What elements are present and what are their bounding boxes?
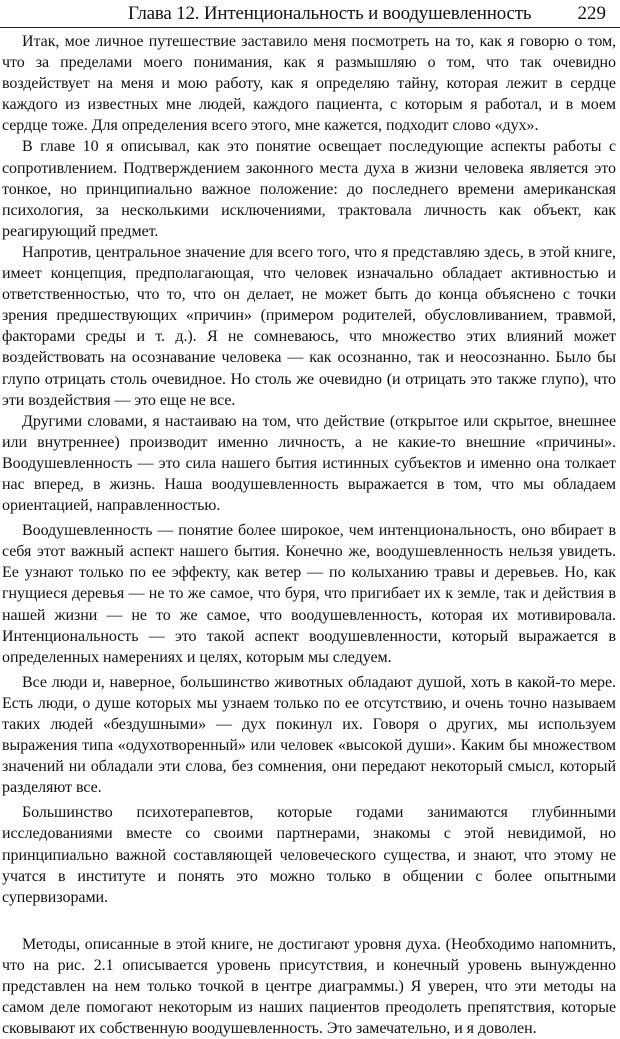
- paragraph-soul: Все люди и, наверное, большинство животных обладают душой, хоть в какой-то мере. Есть люди, о душе которых мы узнаем только по ее отсутствию, и очень точно называем таких людей «бездушными» — дух покинул их. Говоря о других, мы используем выражения типа «одухотворенный» или человек «высокой души». Каким бы множеством значений ни обладали эти слова, без сомнения, они передают некоторый смысл, который разделяют все.: [2, 673, 616, 797]
- running-header: [0, 2, 620, 28]
- page-number: 229: [577, 3, 606, 24]
- paragraph-resistance: В главе 10 я описывал, как это понятие освещает последующие аспекты работы с сопротивлением. Подтверждением законного места духа в жизни человека является это тонкое, но принципиально важное положение: до последнего времени американская психология, за несколькими исключениями, трактовала личность как объект, как реагирующий предмет.: [2, 138, 616, 240]
- paragraph-spirit: Воодушевленность — понятие более широкое, чем интенциональность, оно вбирает в себя этот важный аспект нашего бытия. Конечно же, воодушевленность нельзя увидеть. Ее узнают только по ее эффекту, как ветер — по колыханию травы и деревьев. Но, как гнущиеся деревья — не то же самое, что буря, что пригибает их к земле, так и действия в нашей жизни — не то же самое, что воодушевленность, которая их мотивировала. Интенциональность — это такой аспект воодушевленности, который выражается в определенных намерениях и целях, которым мы следуем.: [2, 522, 616, 666]
- paragraph-concept: Напротив, центральное значение для всего того, что я представляю здесь, в этой книге, имеет концепция, предполагающая, что человек изначально обладает активностью и ответственностью, что то, что он делает, не может быть до конца объяснено с точки зрения предшествующих «причин» (примером родителей, обусловливанием, травмой, факторами среды и т. д.). Я не сомневаюсь, что множество этих влияний может воздействовать на осознавание человека — как осознанно, так и неосознанно. Было бы глупо отрицать столь очевидное. Но столь же очевидно (и отрицать это также глупо), что эти воздействия — это еще не все.: [2, 243, 616, 409]
- paragraph-journey: Итак, мое личное путешествие заставило меня посмотреть на то, как я говорю о том, что за пределами моего понимания, как я размышляю о том, что так очевидно воздействует на меня и мою работу, как я определяю тайну, которая лежит в сердце каждого из известных мне людей, каждого пациента, с которым я работал, и в моем сердце тоже. Для определения всего этого, мне кажется, подходит слово «дух».: [2, 33, 616, 135]
- paragraph-therapists: Большинство психотерапевтов, которые годами занимаются глубинными исследованиями вместе со своими партнерами, знакомы с этой невидимой, но принципиально важной составляющей человеческого существа, и знают, что этому не учатся в институте и понять это можно только в общении с более опытными супервизорами.: [2, 804, 616, 906]
- chapter-title: Глава 12. Интенциональность и воодушевленность: [128, 3, 532, 24]
- paragraph-methods: Методы, описанные в этой книге, не достигают уровня духа. (Необходимо напомнить, что на рис. 2.1 описывается уровень присутствия, и конечный уровень вынужденно представлен на нем только точкой в центре диаграммы.) Я уверен, что эти методы на самом деле помогают некоторым из наших пациентов преодолеть препятствия, которые сковывают их собственную воодушевленность. Это замечательно, и я доволен.: [2, 935, 616, 1038]
- header-rule: [0, 27, 620, 28]
- paragraph-action: Другими словами, я настаиваю на том, что действие (открытое или скрытое, внешнее или внутреннее) производит именно личность, а не какие-то внешние «причины». Воодушевленность — это сила нашего бытия истинных субъектов и именно она толкает нас вперед, в жизнь. Наша воодушевленность выражается в том, что мы обладаем ориентацией, направленностью.: [2, 412, 616, 515]
- page-body: [2, 31, 616, 1039]
